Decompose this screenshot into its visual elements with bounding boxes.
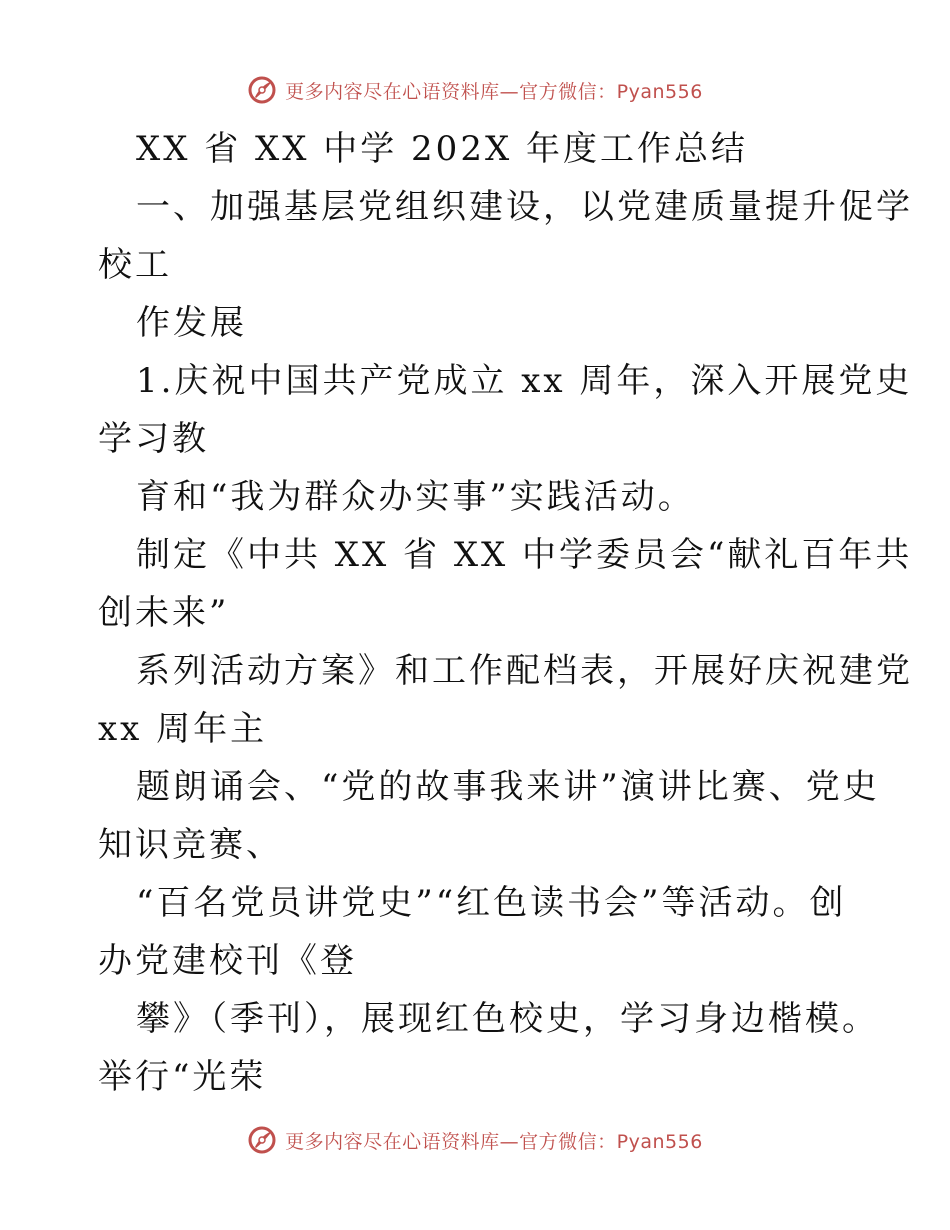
document-line: 育和“我为群众办实事”实践活动。 [136,477,695,517]
feather-circle-logo-icon [247,75,277,105]
document-line: 1.庆祝中国共产党成立 xx 周年，深入开展党史 [136,361,913,401]
document-line: 作发展 [136,303,247,343]
document-line: 攀》（季刊），展现红色校史，学习身边楷模。 [136,999,879,1039]
document-body [98,120,913,1106]
document-line: 创未来” [98,593,230,633]
document-line: 一、加强基层党组织建设，以党建质量提升促学 [136,187,913,227]
header-watermark-banner [0,70,950,110]
document-line: 题朗诵会、“党的故事我来讲”演讲比赛、党史 [136,767,880,807]
document-line: 校工 [98,245,172,285]
document-line: 系列活动方案》和工作配档表，开展好庆祝建党 [136,651,913,691]
document-line: 知识竞赛、 [98,825,283,865]
document-line: 举行“光荣 [98,1057,267,1097]
footer-watermark-banner [0,1120,950,1160]
watermark-text: 更多内容尽在心语资料库—官方微信：Pyan556 [285,80,703,103]
document-line: xx 周年主 [98,709,268,749]
watermark-text: 更多内容尽在心语资料库—官方微信：Pyan556 [285,1130,703,1153]
feather-circle-logo-icon [247,1125,277,1155]
document-line: XX 省 XX 中学 202X 年度工作总结 [136,129,748,169]
document-line: “百名党员讲党史”“红色读书会”等活动。创 [136,883,847,923]
document-line: 学习教 [98,419,209,459]
document-line: 办党建校刊《登 [98,941,357,981]
document-line: 制定《中共 XX 省 XX 中学委员会“献礼百年共 [136,535,913,575]
